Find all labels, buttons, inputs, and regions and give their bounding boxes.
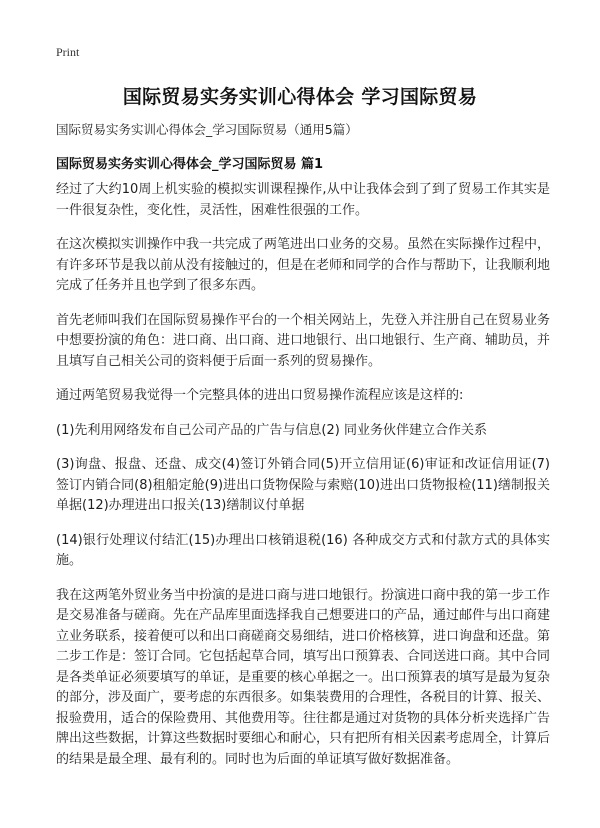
paragraph: (3)询盘、报盘、还盘、成交(4)签订外销合同(5)开立信用证(6)审证和改证信用证(7)签订内销合同(8)租船定舱(9)进出口货物保险与索赔(10)进出口货物报检(11)缮制报关单据(12)办理进出口报关(13)缮制议付单据: [56, 457, 550, 513]
paragraph: 经过了大约10周上机实验的模拟实训课程操作,从中让我体会到了到了贸易工作其实是一件很复杂性，变化性，灵活性，困难性很强的工作。: [56, 182, 550, 218]
paragraph: (14)银行处理议付结汇(15)办理出口核销退税(16) 各种成交方式和付款方式的具体实施。: [56, 532, 550, 568]
article-body: [56, 180, 550, 784]
document-title: 国际贸易实务实训心得体会 学习国际贸易: [122, 86, 478, 108]
paragraph: 在这次模拟实训操作中我一共完成了两笔进出口业务的交易。虽然在实际操作过程中，有许多环节是我以前从没有接触过的，但是在老师和同学的合作与帮助下，让我顺利地完成了任务并且也学到了很多东西。: [56, 237, 551, 293]
paragraph: 我在这两笔外贸业务当中扮演的是进口商与进口地银行。扮演进口商中我的第一步工作是交易准备与磋商。先在产品库里面选择我自己想要进口的产品，通过邮件与出口商建立业务联系，接着便可以和出口商磋商交易细结，进口价格核算，进口询盘和还盘。第二步工作是：签订合同。它包括起草合同，填写出口预算表、合同送进口商。其中合同是各类单证必须要填写的单证，是重要的核心单据之一。出口预算表的填写是最为复杂的部分，涉及面广，要考虑的东西很多。如集装费用的合理性，各税目的计算、报关、报验费用，适合的保险费用、其他费用等。往往都是通过对货物的具体分析夹选择广告牌出这些数据，计算这些数据时要细心和耐心，只有把所有相关因素考虑周全，计算后的结果是最全理、最有利的。同时也为后面的单证填写做好数据准备。: [56, 587, 551, 767]
paragraph: 首先老师叫我们在国际贸易操作平台的一个相关网站上，先登入并注册自己在贸易业务中想要扮演的角色：进口商、出口商、进口地银行、出口地银行、生产商、辅助员，并且填写自己相关公司的资料便于后面一系列的贸易操作。: [56, 312, 551, 369]
paragraph: (1)先利用网络发布自己公司产品的广告与信息(2) 同业务伙伴建立合作关系: [56, 422, 487, 438]
paragraph: 通过两笔贸易我觉得一个完整具体的进出口贸易操作流程应该是这样的:: [56, 388, 464, 403]
document-subtitle: 国际贸易实务实训心得体会_学习国际贸易（通用5篇）: [56, 122, 358, 137]
section-heading: 国际贸易实务实训心得体会_学习国际贸易 篇1: [56, 157, 324, 172]
print-link[interactable]: Print: [56, 45, 80, 59]
